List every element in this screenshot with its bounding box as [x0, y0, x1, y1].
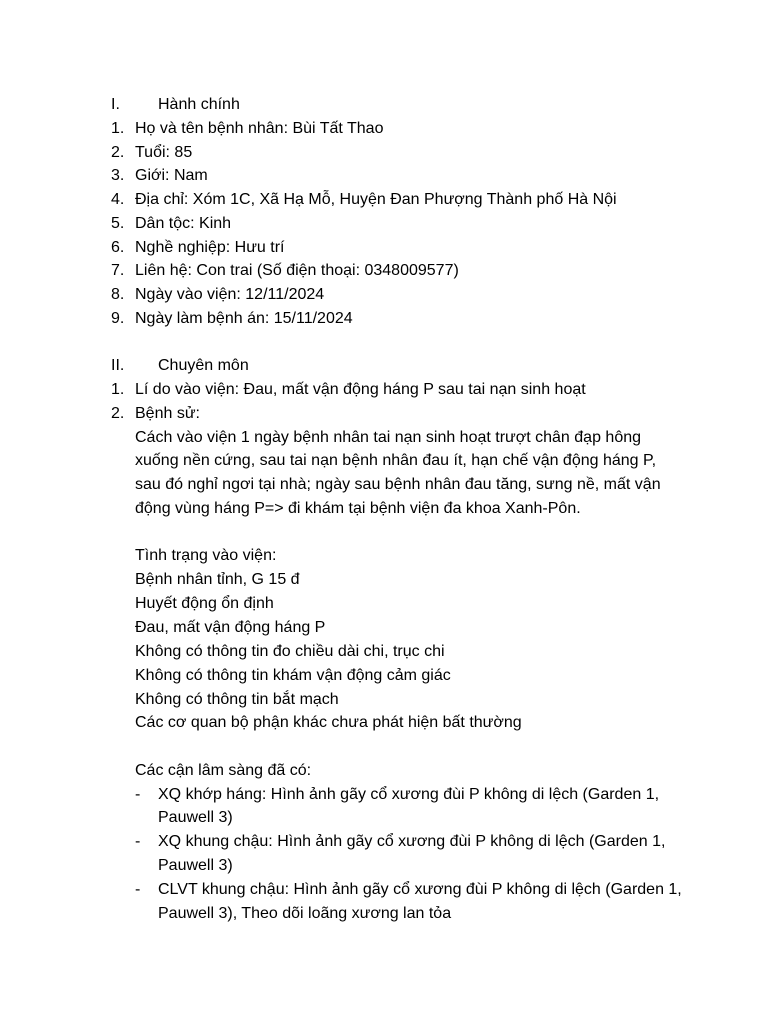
status-line: Đau, mất vận động háng P [135, 619, 326, 636]
list-number: 7. [111, 262, 125, 279]
history-line: động vùng háng P=> đi khám tại bệnh viện đa khoa Xanh-Pôn. [135, 500, 581, 517]
paraclinical-item-line: Pauwell 3), Theo dõi loãng xương lan tỏa [158, 905, 452, 922]
list-number: 2. [111, 144, 125, 161]
paraclinical-item-line: CLVT khung chậu: Hình ảnh gãy cổ xương đùi P không di lệch (Garden 1, [158, 881, 682, 898]
section-2-title: Chuyên môn [158, 357, 249, 374]
section-1-marker: I. [111, 96, 120, 113]
paraclinical-heading: Các cận lâm sàng đã có: [135, 762, 312, 779]
list-number: 5. [111, 215, 125, 232]
status-line: Huyết động ổn định [135, 595, 274, 612]
admission-reason: Lí do vào viện: Đau, mất vận động háng P sau tai nạn sinh hoạt [135, 381, 586, 398]
patient-ethnicity: Dân tộc: Kinh [135, 215, 232, 232]
history-line: Cách vào viện 1 ngày bệnh nhân tai nạn sinh hoạt trượt chân đạp hông [135, 429, 642, 446]
status-line: Không có thông tin đo chiều dài chi, trục chi [135, 643, 445, 660]
patient-age: Tuổi: 85 [135, 144, 193, 161]
list-number: 9. [111, 310, 125, 327]
paraclinical-item-line: Pauwell 3) [158, 857, 233, 874]
patient-occupation: Nghề nghiệp: Hưu trí [135, 239, 285, 256]
list-number: 2. [111, 405, 125, 422]
history-line: xuống nền cứng, sau tai nạn bệnh nhân đau ít, hạn chế vận động háng P, [135, 452, 657, 469]
bullet-dash: - [135, 881, 141, 898]
status-line: Không có thông tin bắt mạch [135, 691, 339, 708]
list-number: 6. [111, 239, 125, 256]
status-line: Không có thông tin khám vận động cảm giác [135, 667, 451, 684]
admission-date: Ngày vào viện: 12/11/2024 [135, 286, 325, 303]
list-number: 1. [111, 381, 125, 398]
status-line: Các cơ quan bộ phận khác chưa phát hiện bất thường [135, 714, 522, 731]
history-line: sau đó nghỉ ngơi tại nhà; ngày sau bệnh nhân đau tăng, sưng nề, mất vận [135, 476, 661, 493]
paraclinical-item-line: Pauwell 3) [158, 809, 233, 826]
bullet-dash: - [135, 786, 141, 803]
patient-contact: Liên hệ: Con trai (Số điện thoại: 0348009577) [135, 262, 459, 279]
list-number: 1. [111, 120, 125, 137]
paraclinical-item-line: XQ khớp háng: Hình ảnh gãy cổ xương đùi P không di lệch (Garden 1, [158, 786, 660, 803]
list-number: 3. [111, 167, 125, 184]
medical-history-heading: Bệnh sử: [135, 405, 200, 422]
list-number: 4. [111, 191, 125, 208]
patient-name: Họ và tên bệnh nhân: Bùi Tất Thao [135, 120, 384, 137]
patient-address: Địa chỉ: Xóm 1C, Xã Hạ Mỗ, Huyện Đan Phượng Thành phố Hà Nội [135, 191, 617, 208]
bullet-dash: - [135, 833, 141, 850]
record-date: Ngày làm bệnh án: 15/11/2024 [135, 310, 353, 327]
section-2-marker: II. [111, 357, 125, 374]
admission-status-heading: Tình trạng vào viện: [135, 547, 277, 564]
status-line: Bệnh nhân tỉnh, G 15 đ [135, 571, 300, 588]
section-1-title: Hành chính [158, 96, 240, 113]
paraclinical-item-line: XQ khung chậu: Hình ảnh gãy cổ xương đùi P không di lệch (Garden 1, [158, 833, 666, 850]
patient-gender: Giới: Nam [135, 167, 208, 184]
list-number: 8. [111, 286, 125, 303]
